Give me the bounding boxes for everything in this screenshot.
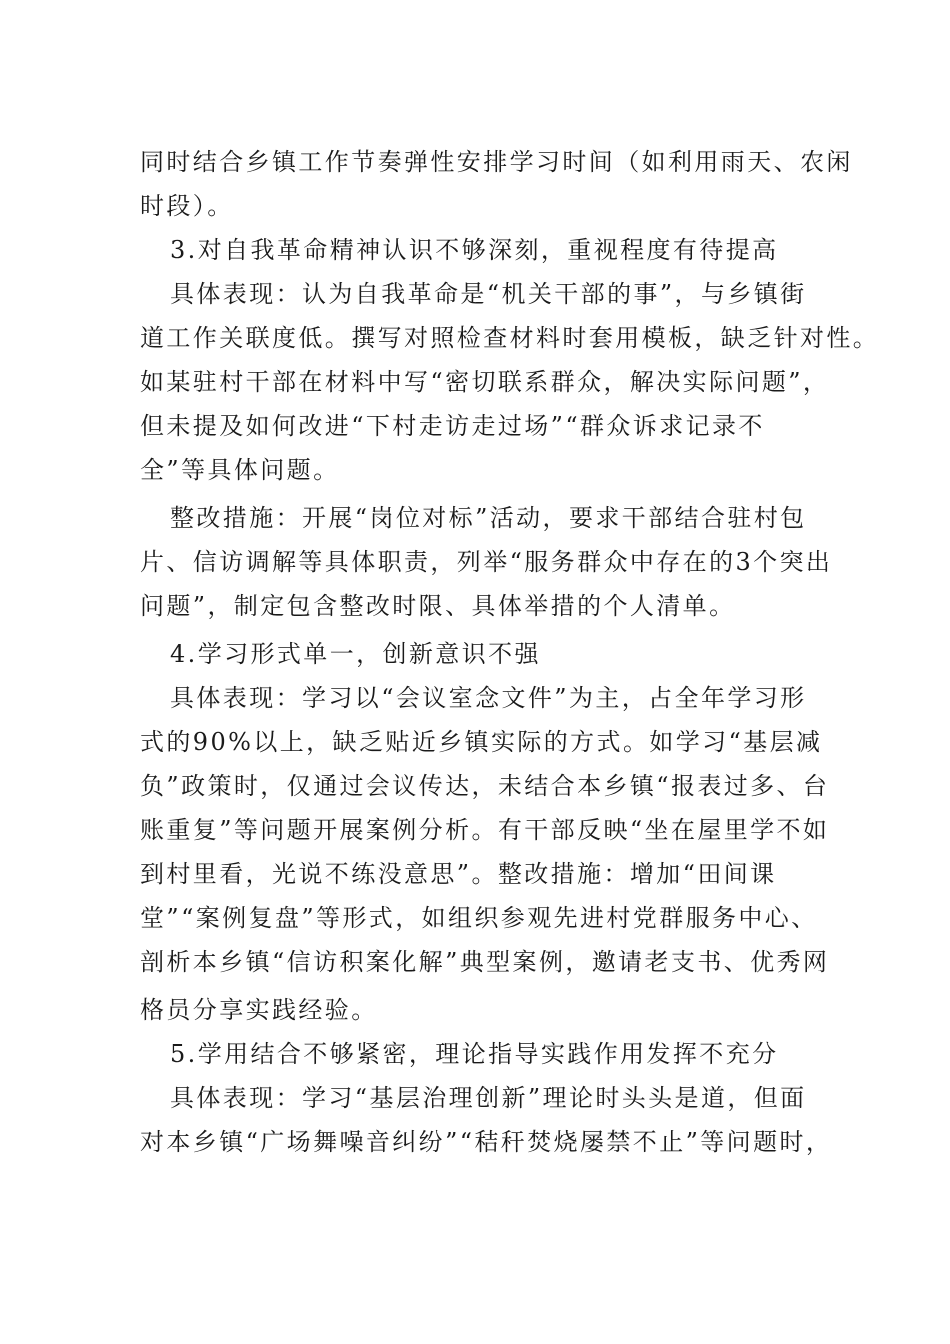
paragraph-line: 对本乡镇“广场舞噪音纠纷”“秸秆焚烧屡禁不止”等问题时， bbox=[140, 1128, 833, 1156]
paragraph-line: 时段）。 bbox=[140, 192, 234, 220]
paragraph-line: 具体表现：学习以“会议室念文件”为主，占全年学习形 bbox=[170, 684, 807, 712]
section-heading: 5.学用结合不够紧密，理论指导实践作用发挥不充分 bbox=[170, 1040, 779, 1068]
paragraph-line: 负”政策时，仅通过会议传达，未结合本乡镇“报表过多、台 bbox=[140, 772, 830, 800]
paragraph-line: 格员分享实践经验。 bbox=[140, 996, 378, 1024]
paragraph-line: 具体表现：学习“基层治理创新”理论时头头是道，但面 bbox=[170, 1084, 807, 1112]
section-heading: 3.对自我革命精神认识不够深刻，重视程度有待提高 bbox=[170, 236, 779, 264]
paragraph-line: 问题”，制定包含整改时限、具体举措的个人清单。 bbox=[140, 592, 736, 620]
paragraph-line: 剖析本乡镇“信访积案化解”典型案例，邀请老支书、优秀网 bbox=[140, 948, 830, 976]
paragraph-line: 同时结合乡镇工作节奏弹性安排学习时间（如利用雨天、农闲 bbox=[140, 148, 853, 176]
paragraph-line: 片、信访调解等具体职责，列举“服务群众中存在的3个突出 bbox=[140, 548, 833, 576]
paragraph-line: 堂”“案例复盘”等形式，如组织参观先进村党群服务中心、 bbox=[140, 904, 818, 932]
paragraph-line: 但未提及如何改进“下村走访走过场”“群众诉求记录不 bbox=[140, 412, 765, 440]
paragraph-line: 整改措施：开展“岗位对标”活动，要求干部结合驻村包 bbox=[170, 504, 807, 532]
paragraph-line: 式的90%以上，缺乏贴近乡镇实际的方式。如学习“基层减 bbox=[140, 728, 823, 756]
section-heading: 4.学习形式单一，创新意识不强 bbox=[170, 640, 541, 668]
paragraph-line: 账重复”等问题开展案例分析。有干部反映“坐在屋里学不如 bbox=[140, 816, 830, 844]
paragraph-line: 如某驻村干部在材料中写“密切联系群众，解决实际问题”， bbox=[140, 368, 830, 396]
paragraph-line: 到村里看，光说不练没意思”。整改措施：增加“田间课 bbox=[140, 860, 777, 888]
paragraph-line: 道工作关联度低。撰写对照检查材料时套用模板，缺乏针对性。 bbox=[140, 324, 880, 352]
paragraph-line: 具体表现：认为自我革命是“机关干部的事”，与乡镇街 bbox=[170, 280, 807, 308]
paragraph-line: 全”等具体问题。 bbox=[140, 456, 340, 484]
